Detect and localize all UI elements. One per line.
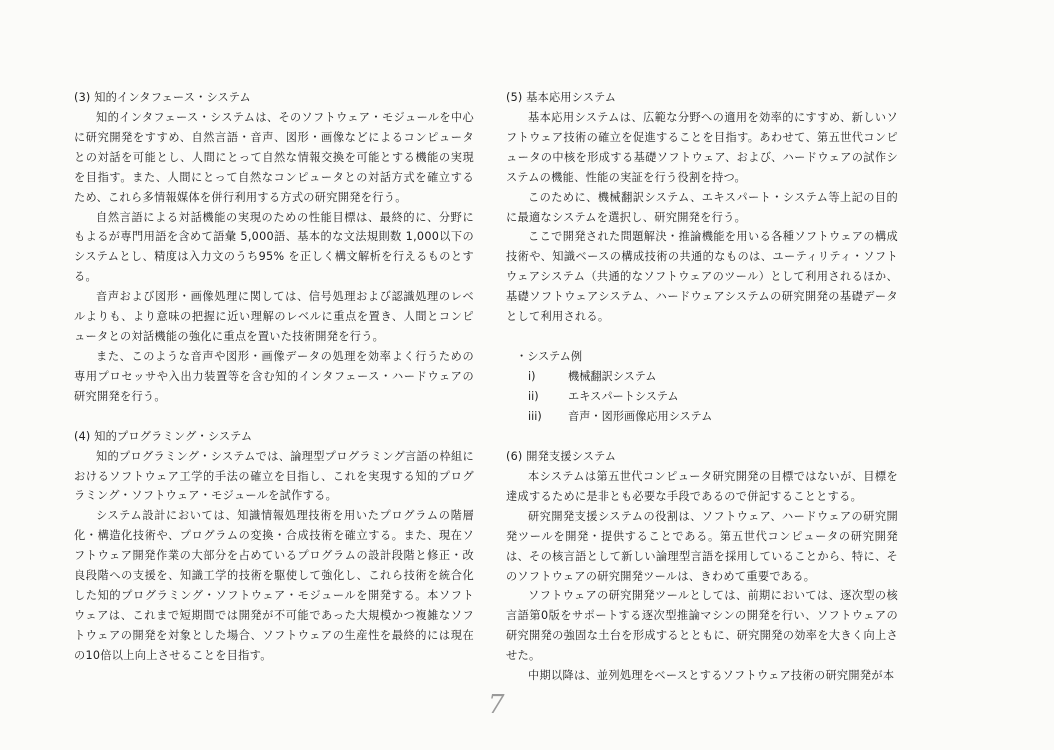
list-heading: ・システム例 (516, 349, 583, 363)
paragraph: ソフトウェアの研究開発ツールとしては、前期においては、逐次型の核言語第0版をサポートする逐次型推論マシンの開発を行い、ソフトウェアの研究開発の強固な土台を形成するとともに、研究開発の効率を大きく向上させた。 (506, 589, 898, 663)
list-item-number: i) (528, 369, 536, 383)
paragraph: このために、機械翻訳システム、エキスパート・システム等上記の目的に最適なシステムを選択し、研究開発を行う。 (506, 190, 898, 224)
list-item (506, 407, 898, 427)
paragraph: 中期以降は、並列処理をベースとするソフトウェア技術の研究開発が本 (528, 669, 895, 683)
list-item (506, 387, 898, 407)
paragraph: 音声および図形・画像処理に関しては、信号処理および認識処理のレベルよりも、より意味の把握に近い理解のレベルに重点を置き、人間とコンピュータとの対話機能の強化に重点を置いた技術開発を行う。 (74, 290, 474, 343)
list-item-label: 機械翻訳システム (568, 369, 657, 383)
section-heading: (5) 基本応用システム (506, 91, 617, 104)
list-item-number: iii) (528, 409, 542, 423)
page-number: 7 (488, 690, 505, 720)
list-item-number: ii) (528, 389, 539, 403)
list-item-label: 音声・図形画像応用システム (568, 409, 713, 423)
list-item-label: エキスパートシステム (568, 389, 679, 403)
paragraph: ここで開発された問題解決・推論機能を用いる各種ソフトウェアの構成技術や、知識ベースの構成技術の共通的なものは、ユーティリティ・ソフトウェアシステム（共通的なソフトウェアのツール）として利用されるほか、基礎ソフトウェアシステム、ハードウェアシステムの研究開発の基礎データとして利用される。 (506, 230, 898, 324)
paragraph: システム設計においては、知識情報処理技術を用いたプログラムの階層化・構造化技術や、プログラムの変換・合成技術を確立する。また、現在ソフトウェア開発作業の大部分を占めているプログラムの設計段階と修正・改良段階への支援を、知識工学的技術を駆使して強化し、これら技術を統合化した知的プログラミング・ソフトウェア・モジュールを開発する。本ソフトウェアは、これまで短期間では開発が不可能であった大規模かつ複雑なソフトウェアの開発を対象とした場合、ソフトウェアの生産性を最終的には現在の10倍以上向上させることを目指す。 (74, 509, 474, 662)
section-heading: (6) 開発支援システム (506, 449, 617, 463)
paragraph: 研究開発支援システムの役割は、ソフトウェア、ハードウェアの研究開発ツールを開発・提供することである。第五世代コンピュータの研究開発は、その核言語として新しい論理型言語を採用していることから、特に、そのソフトウェアの研究開発ツールは、きわめて重要である。 (506, 509, 898, 583)
right-column (506, 88, 898, 686)
paragraph: 基本応用システムは、広範な分野への適用を効率的にすすめ、新しいソフトウェア技術の確立を促進することを目指す。あわせて、第五世代コンピュータの中核を形成する基礎ソフトウェア、および、ハードウェアの試作システムの機能、性能の実証を行う役割を持つ。 (506, 111, 898, 184)
paragraph: また、このような音声や図形・画像データの処理を効率よく行うための専用プロセッサや入出力装置等を含む知的インタフェース・ハードウェアの研究開発を行う。 (74, 349, 474, 403)
section-6 (506, 447, 898, 686)
paragraph: 自然言語による対話機能の実現のための性能目標は、最終的に、分野にもよるが専門用語を含めて語彙 5,000語、基本的な文法規則数 1,000以下のシステムとし、精度は入力文のうち95% を正しく構文解析を行えるものとする。 (74, 210, 474, 284)
list-item (506, 367, 898, 387)
section-5 (506, 88, 898, 427)
section-3 (74, 88, 474, 407)
section-heading: (3) 知的インタフェース・システム (74, 91, 251, 104)
section-heading: (4) 知的プログラミング・システム (74, 429, 253, 443)
section-4 (74, 427, 474, 666)
paragraph: 本システムは第五世代コンピュータ研究開発の目標ではないが、目標を達成するために是非とも必要な手段であるので併記することとする。 (506, 469, 898, 503)
paragraph: 知的プログラミング・システムでは、論理型プログラミング言語の枠組におけるソフトウェア工学的手法の確立を目指し、これを実現する知的プログラミング・ソフトウェア・モジュールを試作する。 (74, 449, 474, 503)
paragraph: 知的インタフェース・システムは、そのソフトウェア・モジュールを中心に研究開発をすすめ、自然言語・音声、図形・画像などによるコンピュータとの対話を可能とし、人間にとって自然な情報交換を可能とする機能の実現を目指す。また、人間にとって自然なコンピュータとの対話方式を確立するため、これら多情報媒体を併行利用する方式の研究開発を行う。 (74, 111, 474, 204)
left-column (74, 88, 474, 666)
